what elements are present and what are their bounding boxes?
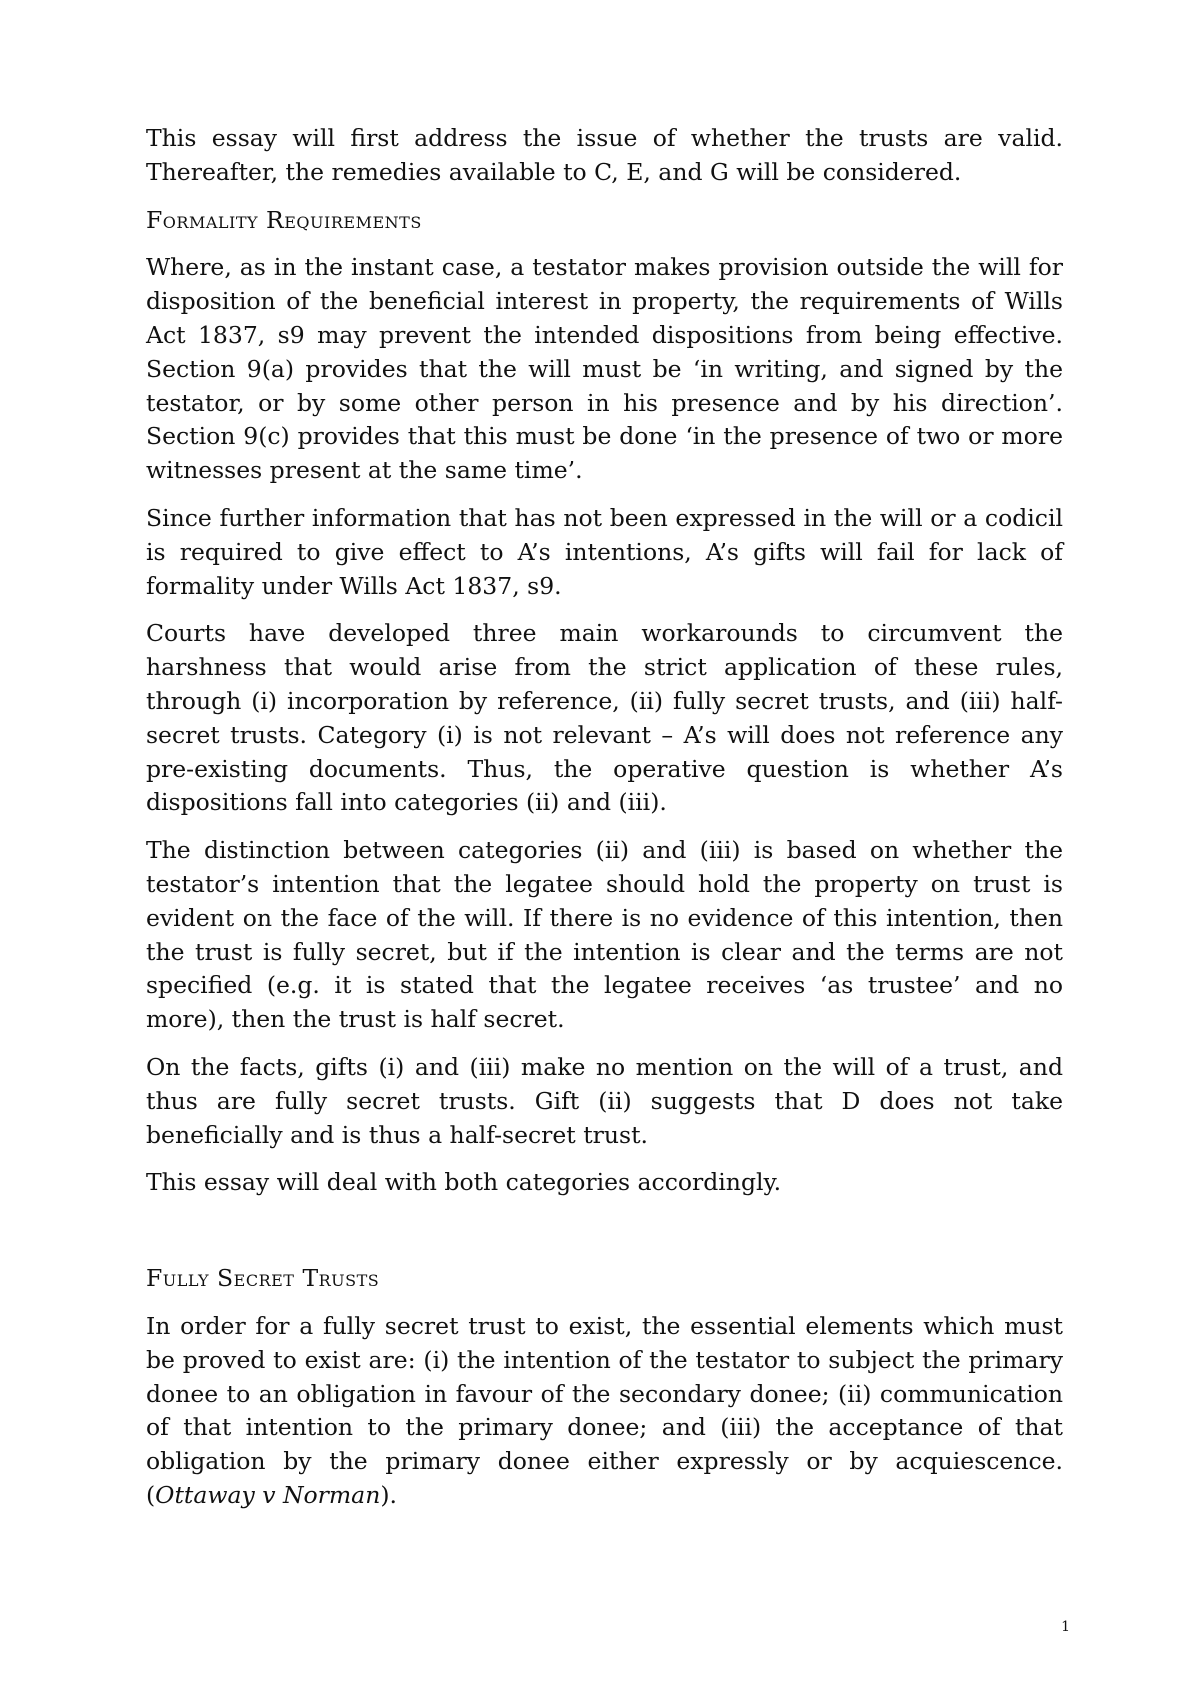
- paragraph-formality-2: Since further information that has not been expressed in the will or a codicil is required to give effect to A’s intentions, A’s gifts will fail for lack of formality under Wills Act 1837, s9.: [146, 503, 1063, 600]
- intro-paragraph: This essay will first address the issue of whether the trusts are valid. Thereafter, the remedies available to C, E, and G will be considered.: [146, 124, 1063, 186]
- paragraph-formality-1: Where, as in the instant case, a testator makes provision outside the will for disposition of the beneficial interest in property, the requirements of Wills Act 1837, s9 may prevent the intended dispositions from being effective. Section 9(a) provides that the will must be ‘in writing, and signed by the testator, or by some other person in his presence and by his direction’. Section 9(c) provides that this must be done ‘in the presence of two or more witnesses present at the same time’.: [146, 253, 1063, 485]
- section-spacer: [146, 1214, 1063, 1262]
- paragraph-formality-3: Courts have developed three main workarounds to circumvent the harshness that would arise from the strict application of these rules, through (i) incorporation by reference, (ii) fully secret trusts, and (iii) half-secret trusts. Category (i) is not relevant – A’s will does not reference any pre-existing documents. Thus, the operative question is whether A’s dispositions fall into categories (ii) and (iii).: [146, 619, 1063, 817]
- paragraph-fully-secret-trusts: [146, 1310, 1063, 1513]
- paragraph-end: ).: [380, 1480, 397, 1509]
- paragraph-formality-6: This essay will deal with both categories accordingly.: [146, 1168, 782, 1197]
- essay-body: [146, 122, 1063, 1527]
- paragraph-formality-5: On the facts, gifts (i) and (iii) make no mention on the will of a trust, and thus are fully secret trusts. Gift (ii) suggests that D does not take beneficially and is thus a half-secret trust.: [146, 1052, 1063, 1149]
- section-heading-fully-secret-trusts: Fully Secret Trusts: [146, 1264, 380, 1293]
- paragraph-formality-4: The distinction between categories (ii) and (iii) is based on whether the testator’s intention that the legatee should hold the property on trust is evident on the face of the will. If there is no evidence of this intention, then the trust is fully secret, but if the intention is clear and the terms are not specified (e.g. it is stated that the legatee receives ‘as trustee’ and no more), then the trust is half secret.: [146, 836, 1063, 1034]
- section-heading-formality: Formality Requirements: [146, 205, 422, 234]
- case-citation: Ottaway v Norman: [155, 1480, 381, 1509]
- paragraph-text: In order for a fully secret trust to exist, the essential elements which must be proved to exist are: (i) the intention of the testator to subject the primary donee to an obligation in favour of the secondary donee; (ii) communication of that intention to the primary donee; and (iii) the acceptance of that obligation by the primary donee either expressly or by acquiescence. (: [146, 1311, 1063, 1509]
- page-number: 1: [1061, 1619, 1070, 1635]
